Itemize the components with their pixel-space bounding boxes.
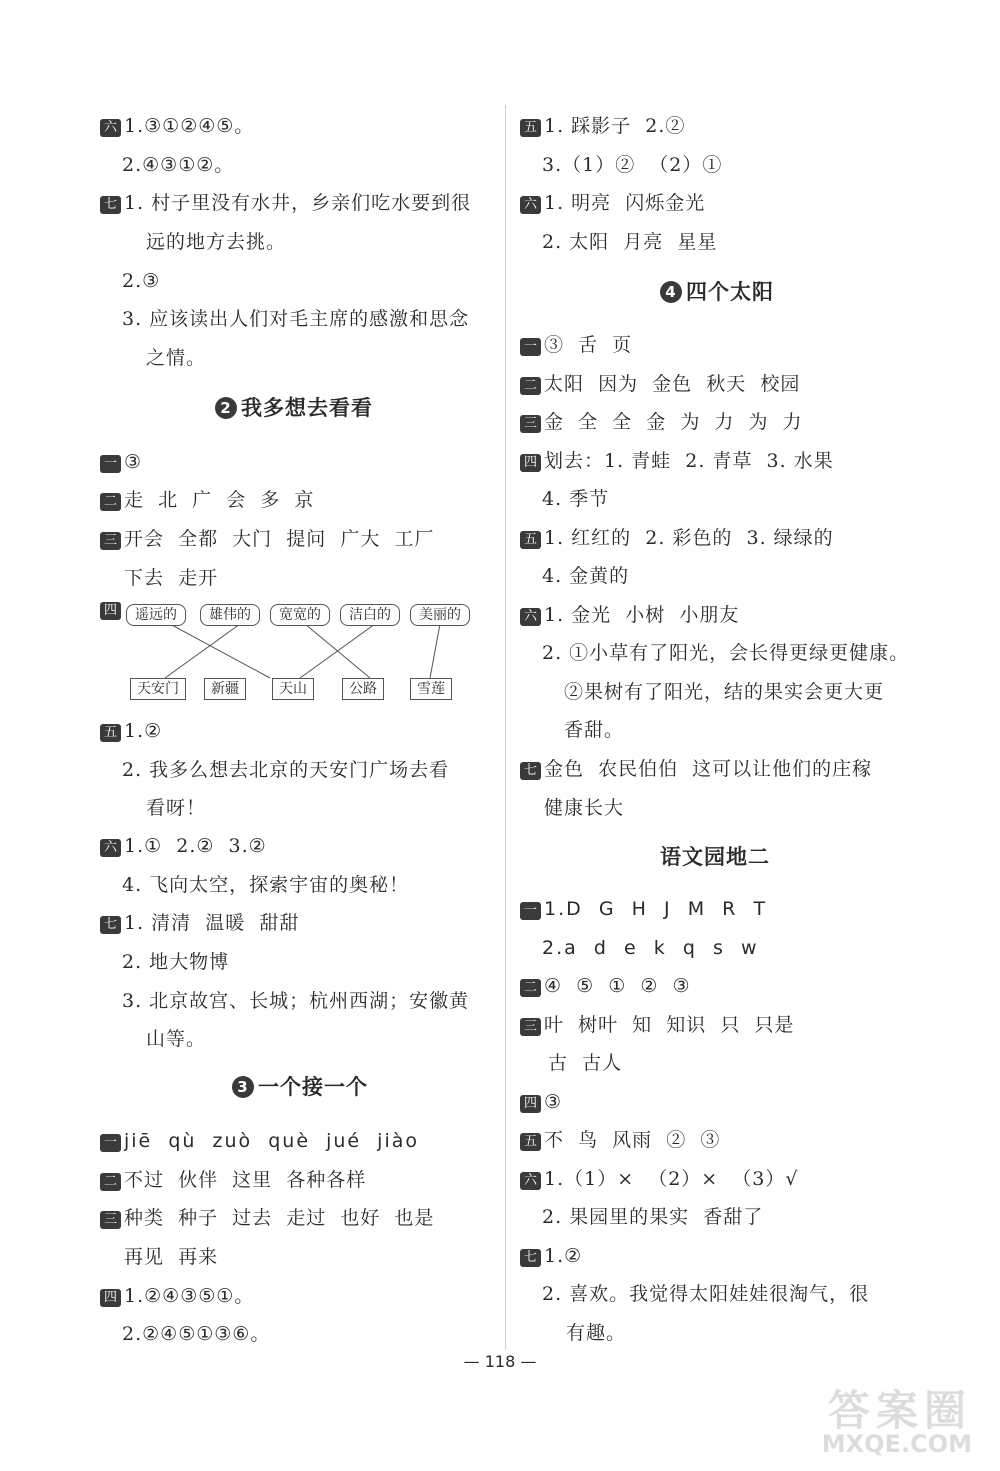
answer-line: 三 叶 树叶 知 知识 只 只是 bbox=[520, 1012, 794, 1038]
answer-line: 四 ③ bbox=[520, 1089, 562, 1115]
label-four-badge: 四 bbox=[100, 602, 121, 620]
label-seven-badge: 七 bbox=[100, 916, 121, 934]
adjective-tag: 美丽的 bbox=[410, 604, 470, 626]
answer-line: 五 不 鸟 风雨 ② ③ bbox=[520, 1127, 720, 1153]
label-three-badge: 三 bbox=[100, 1211, 121, 1229]
answer-line: 2.a d e k q s w bbox=[542, 937, 759, 959]
label-one-badge: 一 bbox=[100, 455, 121, 473]
label-seven-badge: 七 bbox=[100, 196, 121, 214]
answer-line: 古 古人 bbox=[548, 1052, 623, 1074]
adjective-tag: 宽宽的 bbox=[270, 604, 330, 626]
label-two-badge: 二 bbox=[100, 493, 121, 511]
label-three-badge: 三 bbox=[100, 532, 121, 550]
answer-line: 五 1. 红红的 2. 彩色的 3. 绿绿的 bbox=[520, 525, 834, 551]
noun-box: 新疆 bbox=[204, 678, 246, 700]
answer-line: 健康长大 bbox=[544, 797, 625, 819]
section-heading: 4 四个太阳 bbox=[660, 278, 774, 306]
label-six-badge: 六 bbox=[100, 119, 121, 137]
answer-line: 山等。 bbox=[146, 1028, 207, 1050]
label-seven-badge: 七 bbox=[520, 1249, 541, 1267]
answer-line: 二 不过 伙伴 这里 各种各样 bbox=[100, 1167, 366, 1193]
answer-line: 再见 再来 bbox=[124, 1246, 219, 1268]
label-six-badge: 六 bbox=[520, 196, 541, 214]
answer-line: 有趣。 bbox=[566, 1322, 627, 1344]
section-heading: 3 一个接一个 bbox=[232, 1073, 368, 1101]
answer-line: 一 ③ 舌 页 bbox=[520, 332, 632, 358]
noun-box: 天山 bbox=[272, 678, 314, 700]
answer-line: 2. 喜欢。我觉得太阳娃娃很淘气，很 bbox=[542, 1283, 870, 1305]
answer-line: 三 金 全 全 金 为 力 为 力 bbox=[520, 409, 803, 435]
watermark-logo bbox=[732, 1378, 972, 1460]
watermark-url: MXQE.COM bbox=[821, 1430, 972, 1458]
answer-line: 之情。 bbox=[146, 347, 207, 369]
answer-line: 4. 金黄的 bbox=[542, 565, 630, 587]
answer-line: 六 1.（1）× （2）× （3）√ bbox=[520, 1166, 799, 1192]
answer-line: 3.（1）② （2）① bbox=[542, 154, 723, 176]
answer-line: 2. 地大物博 bbox=[122, 951, 230, 973]
answer-line: 一 1.D G H J M R T bbox=[520, 896, 767, 922]
label-five-badge: 五 bbox=[520, 531, 541, 549]
answer-line: 3. 应该读出人们对毛主席的感激和思念 bbox=[122, 308, 470, 330]
label-three-badge: 三 bbox=[520, 1018, 541, 1036]
answer-line: 2.②④⑤①③⑥。 bbox=[122, 1323, 271, 1345]
label-three-badge: 三 bbox=[520, 415, 541, 433]
answer-line: 4. 季节 bbox=[542, 488, 610, 510]
answer-line: 一 jiē qù zuò què jué jiào bbox=[100, 1128, 419, 1154]
answer-line: 2.④③①②。 bbox=[122, 154, 235, 176]
watermark-text: 答案圈 bbox=[827, 1386, 972, 1435]
answer-line: 五 1. 踩影子 2.② bbox=[520, 113, 685, 139]
answer-line: 七 金色 农民伯伯 这可以让他们的庄稼 bbox=[520, 756, 872, 782]
lesson-number-badge: 4 bbox=[660, 281, 682, 303]
lesson-number-badge: 2 bbox=[215, 397, 237, 419]
answer-line: 香甜。 bbox=[564, 719, 625, 741]
answer-line: 下去 走开 bbox=[124, 567, 219, 589]
label-four-badge: 四 bbox=[100, 1289, 121, 1307]
answer-line: 六 1.① 2.② 3.② bbox=[100, 833, 267, 859]
label-five-badge: 五 bbox=[520, 119, 541, 137]
answer-line: 2. 我多么想去北京的天安门广场去看 bbox=[122, 759, 450, 781]
answer-line: 2. ①小草有了阳光，会长得更绿更健康。 bbox=[542, 642, 910, 664]
answer-line: 一 ③ bbox=[100, 449, 142, 475]
label-four-badge: 四 bbox=[520, 454, 541, 472]
answer-line: 看呀！ bbox=[146, 797, 207, 819]
label-six-badge: 六 bbox=[100, 839, 121, 857]
label-one-badge: 一 bbox=[520, 338, 541, 356]
lesson-number-badge: 3 bbox=[232, 1076, 254, 1098]
label-seven-badge: 七 bbox=[520, 762, 541, 780]
answer-line: 二 ④ ⑤ ① ② ③ bbox=[520, 973, 690, 999]
answer-line: 七 1. 清清 温暖 甜甜 bbox=[100, 910, 299, 936]
adjective-tag: 遥远的 bbox=[126, 604, 186, 626]
label-five-badge: 五 bbox=[100, 724, 121, 742]
section-heading: 2 我多想去看看 bbox=[215, 394, 373, 422]
label-two-badge: 二 bbox=[520, 377, 541, 395]
noun-box: 雪莲 bbox=[410, 678, 452, 700]
answer-line: 七 1. 村子里没有水井，乡亲们吃水要到很 bbox=[100, 190, 471, 216]
answer-line: 二 走 北 广 会 多 京 bbox=[100, 487, 314, 513]
label-six-badge: 六 bbox=[520, 608, 541, 626]
adjective-tag: 雄伟的 bbox=[200, 604, 260, 626]
noun-box: 天安门 bbox=[130, 678, 186, 700]
answer-line: 2.③ bbox=[122, 270, 161, 292]
answer-line: 四 划去：1. 青蛙 2. 青草 3. 水果 bbox=[520, 448, 834, 474]
label-two-badge: 二 bbox=[100, 1173, 121, 1191]
answer-line: ②果树有了阳光，结的果实会更大更 bbox=[564, 681, 885, 703]
adjective-tag: 洁白的 bbox=[340, 604, 400, 626]
answer-line: 4. 飞向太空，探索宇宙的奥秘！ bbox=[122, 874, 410, 896]
answer-line: 七 1.② bbox=[520, 1243, 582, 1269]
matching-diagram bbox=[100, 600, 480, 700]
label-two-badge: 二 bbox=[520, 979, 541, 997]
label-four-badge: 四 bbox=[520, 1095, 541, 1113]
label-one-badge: 一 bbox=[100, 1134, 121, 1152]
answer-line: 三 种类 种子 过去 走过 也好 也是 bbox=[100, 1205, 434, 1231]
column-divider bbox=[505, 105, 506, 1350]
answer-line: 2. 果园里的果实 香甜了 bbox=[542, 1206, 764, 1228]
answer-line: 三 开会 全都 大门 提问 广大 工厂 bbox=[100, 526, 434, 552]
label-one-badge: 一 bbox=[520, 902, 541, 920]
answer-line: 二 太阳 因为 金色 秋天 校园 bbox=[520, 371, 800, 397]
answer-line: 3. 北京故宫、长城；杭州西湖；安徽黄 bbox=[122, 990, 470, 1012]
answer-line: 六 1.③①②④⑤。 bbox=[100, 113, 254, 139]
answer-line: 远的地方去挑。 bbox=[146, 231, 287, 253]
section-heading: 语文园地二 bbox=[660, 844, 770, 869]
page-number: — 118 — bbox=[463, 1352, 537, 1371]
label-six-badge: 六 bbox=[520, 1172, 541, 1190]
answer-line: 四 1.②④③⑤①。 bbox=[100, 1283, 254, 1309]
answer-line: 2. 太阳 月亮 星星 bbox=[542, 231, 718, 253]
noun-box: 公路 bbox=[342, 678, 384, 700]
label-five-badge: 五 bbox=[520, 1133, 541, 1151]
answer-line: 五 1.② bbox=[100, 718, 162, 744]
answer-line: 六 1. 明亮 闪烁金光 bbox=[520, 190, 705, 216]
answer-line: 六 1. 金光 小树 小朋友 bbox=[520, 602, 739, 628]
